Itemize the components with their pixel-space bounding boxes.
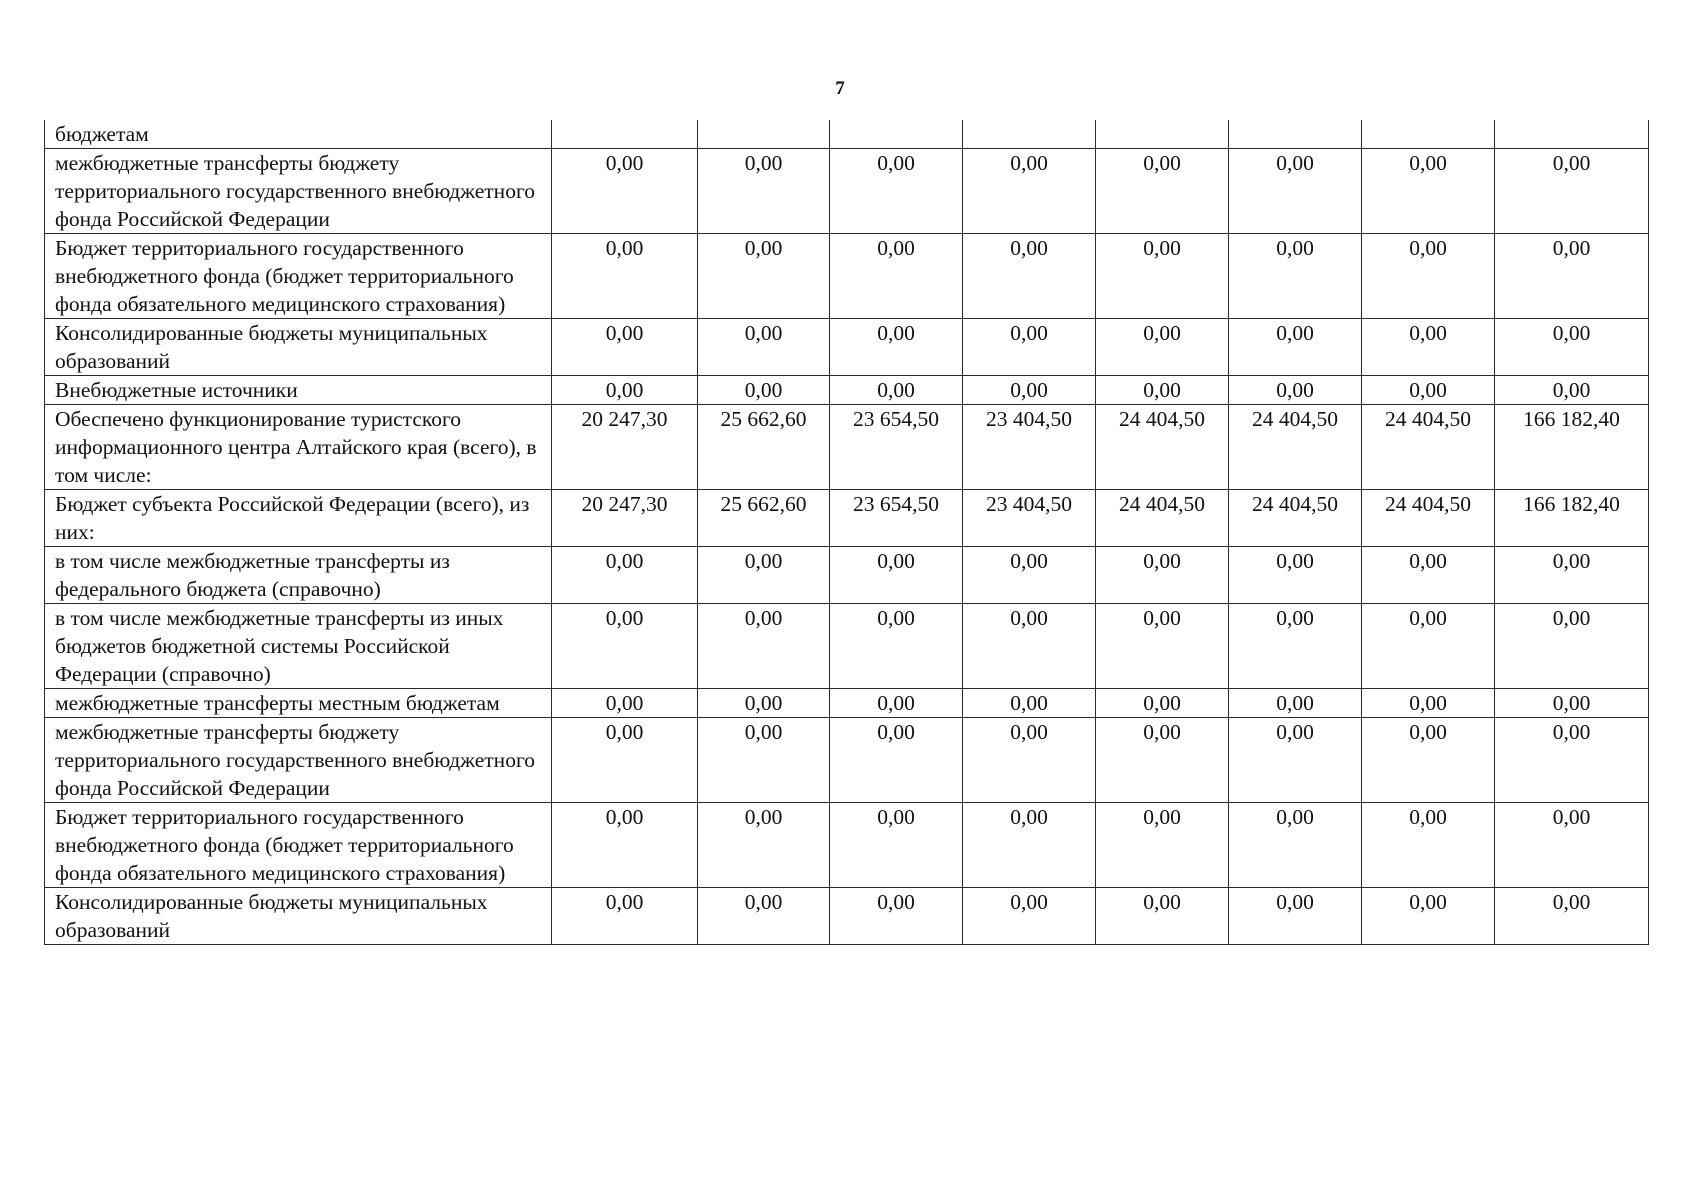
value-cell: 0,00 — [698, 319, 830, 376]
value-cell: 0,00 — [1096, 319, 1229, 376]
row-label: межбюджетные трансферты бюджету территориального государственного внебюджетного фонда Российской Федерации — [45, 149, 552, 234]
value-cell: 20 247,30 — [552, 490, 698, 547]
value-cell: 0,00 — [1229, 803, 1362, 888]
value-cell: 0,00 — [698, 888, 830, 945]
value-cell: 0,00 — [1362, 319, 1495, 376]
value-cell: 0,00 — [830, 376, 963, 405]
table-row — [45, 547, 1649, 604]
table-row — [45, 376, 1649, 405]
value-cell: 0,00 — [552, 376, 698, 405]
value-cell: 0,00 — [963, 319, 1096, 376]
value-cell: 0,00 — [552, 319, 698, 376]
value-cell: 0,00 — [1096, 234, 1229, 319]
value-cell: 0,00 — [830, 547, 963, 604]
value-cell: 0,00 — [552, 888, 698, 945]
value-cell: 0,00 — [830, 803, 963, 888]
value-cell: 0,00 — [698, 234, 830, 319]
value-cell: 0,00 — [698, 547, 830, 604]
row-label: бюджетам — [45, 120, 552, 149]
value-cell: 25 662,60 — [698, 490, 830, 547]
value-cell: 23 404,50 — [963, 490, 1096, 547]
total-cell: 0,00 — [1495, 376, 1649, 405]
table-row — [45, 689, 1649, 718]
value-cell: 0,00 — [1096, 718, 1229, 803]
value-cell: 24 404,50 — [1229, 405, 1362, 490]
row-label: Консолидированные бюджеты муниципальных образований — [45, 319, 552, 376]
value-cell: 0,00 — [1362, 718, 1495, 803]
value-cell: 0,00 — [1096, 149, 1229, 234]
total-cell — [1495, 120, 1649, 149]
row-label: Обеспечено функционирование туристского информационного центра Алтайского края (всего), в том числе: — [45, 405, 552, 490]
value-cell: 0,00 — [963, 547, 1096, 604]
total-cell: 0,00 — [1495, 689, 1649, 718]
value-cell: 0,00 — [1229, 234, 1362, 319]
value-cell: 0,00 — [1096, 547, 1229, 604]
row-label: межбюджетные трансферты местным бюджетам — [45, 689, 552, 718]
total-cell: 0,00 — [1495, 319, 1649, 376]
value-cell: 0,00 — [1229, 718, 1362, 803]
value-cell: 0,00 — [1362, 547, 1495, 604]
row-label: межбюджетные трансферты бюджету территориального государственного внебюджетного фонда Российской Федерации — [45, 718, 552, 803]
value-cell: 24 404,50 — [1096, 490, 1229, 547]
value-cell — [830, 120, 963, 149]
value-cell: 24 404,50 — [1229, 490, 1362, 547]
value-cell: 0,00 — [830, 888, 963, 945]
table-row — [45, 234, 1649, 319]
table-row — [45, 803, 1649, 888]
value-cell: 0,00 — [963, 376, 1096, 405]
value-cell: 0,00 — [552, 689, 698, 718]
budget-table — [44, 120, 1649, 945]
table-row — [45, 405, 1649, 490]
value-cell: 0,00 — [1229, 547, 1362, 604]
value-cell: 23 654,50 — [830, 490, 963, 547]
value-cell: 0,00 — [1096, 803, 1229, 888]
value-cell: 0,00 — [830, 718, 963, 803]
value-cell: 0,00 — [1229, 604, 1362, 689]
value-cell: 0,00 — [698, 604, 830, 689]
value-cell: 0,00 — [1229, 689, 1362, 718]
value-cell: 0,00 — [698, 718, 830, 803]
value-cell: 0,00 — [552, 604, 698, 689]
value-cell: 0,00 — [698, 689, 830, 718]
value-cell — [1096, 120, 1229, 149]
value-cell: 0,00 — [698, 803, 830, 888]
value-cell: 0,00 — [1362, 234, 1495, 319]
value-cell — [1362, 120, 1495, 149]
value-cell: 0,00 — [1362, 149, 1495, 234]
value-cell: 0,00 — [963, 234, 1096, 319]
table-row — [45, 120, 1649, 149]
value-cell — [963, 120, 1096, 149]
total-cell: 0,00 — [1495, 604, 1649, 689]
value-cell: 24 404,50 — [1096, 405, 1229, 490]
value-cell: 0,00 — [1362, 689, 1495, 718]
total-cell: 0,00 — [1495, 547, 1649, 604]
total-cell: 166 182,40 — [1495, 405, 1649, 490]
table-row — [45, 149, 1649, 234]
value-cell: 24 404,50 — [1362, 405, 1495, 490]
table-row — [45, 718, 1649, 803]
total-cell: 0,00 — [1495, 888, 1649, 945]
value-cell: 0,00 — [552, 149, 698, 234]
value-cell: 0,00 — [963, 803, 1096, 888]
value-cell: 0,00 — [1362, 604, 1495, 689]
row-label: в том числе межбюджетные трансферты из федерального бюджета (справочно) — [45, 547, 552, 604]
value-cell: 0,00 — [1362, 888, 1495, 945]
value-cell: 0,00 — [552, 234, 698, 319]
budget-table-body — [45, 120, 1649, 945]
table-row — [45, 888, 1649, 945]
value-cell: 0,00 — [1096, 604, 1229, 689]
value-cell: 0,00 — [1229, 376, 1362, 405]
value-cell: 0,00 — [830, 234, 963, 319]
table-row — [45, 490, 1649, 547]
total-cell: 0,00 — [1495, 149, 1649, 234]
value-cell: 0,00 — [698, 376, 830, 405]
value-cell: 0,00 — [1229, 888, 1362, 945]
value-cell: 0,00 — [1362, 376, 1495, 405]
value-cell: 0,00 — [830, 319, 963, 376]
row-label: в том числе межбюджетные трансферты из иных бюджетов бюджетной системы Российской Федерации (справочно) — [45, 604, 552, 689]
value-cell: 0,00 — [830, 689, 963, 718]
row-label: Бюджет территориального государственного внебюджетного фонда (бюджет территориального фонда обязательного медицинского страхования) — [45, 234, 552, 319]
value-cell — [1229, 120, 1362, 149]
value-cell: 0,00 — [552, 803, 698, 888]
value-cell: 0,00 — [830, 604, 963, 689]
value-cell: 0,00 — [1229, 319, 1362, 376]
table-row — [45, 319, 1649, 376]
value-cell: 0,00 — [830, 149, 963, 234]
value-cell: 0,00 — [1096, 376, 1229, 405]
row-label: Внебюджетные источники — [45, 376, 552, 405]
row-label: Бюджет субъекта Российской Федерации (всего), из них: — [45, 490, 552, 547]
value-cell — [698, 120, 830, 149]
value-cell: 0,00 — [963, 689, 1096, 718]
value-cell: 0,00 — [1096, 888, 1229, 945]
value-cell: 24 404,50 — [1362, 490, 1495, 547]
value-cell: 0,00 — [552, 547, 698, 604]
value-cell: 0,00 — [1096, 689, 1229, 718]
table-row — [45, 604, 1649, 689]
total-cell: 0,00 — [1495, 718, 1649, 803]
value-cell: 0,00 — [963, 149, 1096, 234]
value-cell: 0,00 — [552, 718, 698, 803]
value-cell: 0,00 — [1229, 149, 1362, 234]
value-cell: 23 404,50 — [963, 405, 1096, 490]
total-cell: 0,00 — [1495, 803, 1649, 888]
value-cell: 20 247,30 — [552, 405, 698, 490]
row-label: Консолидированные бюджеты муниципальных образований — [45, 888, 552, 945]
value-cell: 0,00 — [963, 604, 1096, 689]
total-cell: 0,00 — [1495, 234, 1649, 319]
total-cell: 166 182,40 — [1495, 490, 1649, 547]
value-cell: 0,00 — [698, 149, 830, 234]
row-label: Бюджет территориального государственного внебюджетного фонда (бюджет территориального фонда обязательного медицинского страхования) — [45, 803, 552, 888]
page-number: 7 — [835, 78, 845, 99]
value-cell: 0,00 — [963, 718, 1096, 803]
value-cell: 0,00 — [1362, 803, 1495, 888]
value-cell: 23 654,50 — [830, 405, 963, 490]
value-cell: 25 662,60 — [698, 405, 830, 490]
value-cell: 0,00 — [963, 888, 1096, 945]
value-cell — [552, 120, 698, 149]
